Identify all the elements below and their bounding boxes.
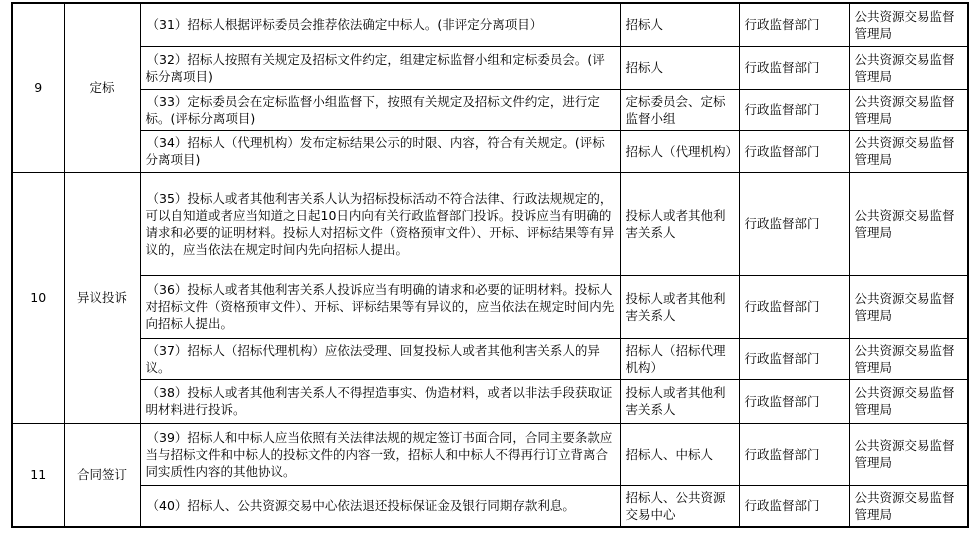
table-row xyxy=(12,485,968,527)
table-row xyxy=(12,423,968,485)
row-number: 11 xyxy=(12,423,64,527)
supervisor: 行政监督部门 xyxy=(739,338,849,379)
table-row xyxy=(12,89,968,130)
table-row xyxy=(12,130,968,172)
bureau: 公共资源交易监督管理局 xyxy=(849,89,968,130)
item-text: （31）招标人根据评标委员会推荐依法确定中标人。(非评定分离项目） xyxy=(140,3,620,46)
table-row xyxy=(12,46,968,89)
supervisor: 行政监督部门 xyxy=(739,172,849,275)
bureau: 公共资源交易监督管理局 xyxy=(849,130,968,172)
responsible-party: 招标人（招标代理机构） xyxy=(620,338,739,379)
responsible-party: 投标人或者其他利害关系人 xyxy=(620,275,739,338)
responsible-party: 招标人 xyxy=(620,3,739,46)
table-row xyxy=(12,275,968,338)
bureau: 公共资源交易监督管理局 xyxy=(849,423,968,485)
table-row xyxy=(12,172,968,275)
item-text: （33）定标委员会在定标监督小组监督下，按照有关规定及招标文件约定，进行定标。(评标分离项目) xyxy=(140,89,620,130)
responsible-party: 招标人 xyxy=(620,46,739,89)
responsible-party: 定标委员会、定标监督小组 xyxy=(620,89,739,130)
table-row xyxy=(12,3,968,46)
supervisor: 行政监督部门 xyxy=(739,275,849,338)
supervisor: 行政监督部门 xyxy=(739,3,849,46)
bureau: 公共资源交易监督管理局 xyxy=(849,379,968,423)
item-text: （39）招标人和中标人应当依照有关法律法规的规定签订书面合同，合同主要条款应当与招标文件和中标人的投标文件的内容一致，招标人和中标人不得再行订立背离合同实质性内容的其他协议。 xyxy=(140,423,620,485)
row-number: 9 xyxy=(12,3,64,172)
stage-label: 异议投诉 xyxy=(64,172,140,423)
responsible-party: 招标人（代理机构） xyxy=(620,130,739,172)
supervisor: 行政监督部门 xyxy=(739,46,849,89)
item-text: （35）投标人或者其他利害关系人认为招标投标活动不符合法律、行政法规规定的，可以自知道或者应当知道之日起10日内向有关行政监督部门投诉。投诉应当有明确的请求和必要的证明材料。投标人对招标文件（资格预审文件）、开标、评标结果等有异议的，应当依法在规定时间内先向招标人提出。 xyxy=(140,172,620,275)
table-row xyxy=(12,379,968,423)
responsible-party: 招标人、中标人 xyxy=(620,423,739,485)
item-text: （38）投标人或者其他利害关系人不得捏造事实、伪造材料，或者以非法手段获取证明材料进行投诉。 xyxy=(140,379,620,423)
supervisor: 行政监督部门 xyxy=(739,379,849,423)
supervisor: 行政监督部门 xyxy=(739,89,849,130)
item-text: （36）投标人或者其他利害关系人投诉应当有明确的请求和必要的证明材料。投标人对招标文件（资格预审文件）、开标、评标结果等有异议的，应当依法在规定时间内先向招标人提出。 xyxy=(140,275,620,338)
responsible-party: 投标人或者其他利害关系人 xyxy=(620,379,739,423)
row-number: 10 xyxy=(12,172,64,423)
supervisor: 行政监督部门 xyxy=(739,485,849,527)
item-text: （34）招标人（代理机构）发布定标结果公示的时限、内容，符合有关规定。(评标分离项目) xyxy=(140,130,620,172)
item-text: （40）招标人、公共资源交易中心依法退还投标保证金及银行同期存款利息。 xyxy=(140,485,620,527)
bureau: 公共资源交易监督管理局 xyxy=(849,3,968,46)
stage-label: 合同签订 xyxy=(64,423,140,527)
item-text: （32）招标人按照有关规定及招标文件约定，组建定标监督小组和定标委员会。(评标分离项目) xyxy=(140,46,620,89)
regulation-table xyxy=(11,2,969,528)
table-row xyxy=(12,338,968,379)
bureau: 公共资源交易监督管理局 xyxy=(849,338,968,379)
bureau: 公共资源交易监督管理局 xyxy=(849,485,968,527)
supervisor: 行政监督部门 xyxy=(739,423,849,485)
responsible-party: 投标人或者其他利害关系人 xyxy=(620,172,739,275)
bureau: 公共资源交易监督管理局 xyxy=(849,46,968,89)
stage-label: 定标 xyxy=(64,3,140,172)
bureau: 公共资源交易监督管理局 xyxy=(849,275,968,338)
supervisor: 行政监督部门 xyxy=(739,130,849,172)
item-text: （37）招标人（招标代理机构）应依法受理、回复投标人或者其他利害关系人的异议。 xyxy=(140,338,620,379)
bureau: 公共资源交易监督管理局 xyxy=(849,172,968,275)
responsible-party: 招标人、公共资源交易中心 xyxy=(620,485,739,527)
